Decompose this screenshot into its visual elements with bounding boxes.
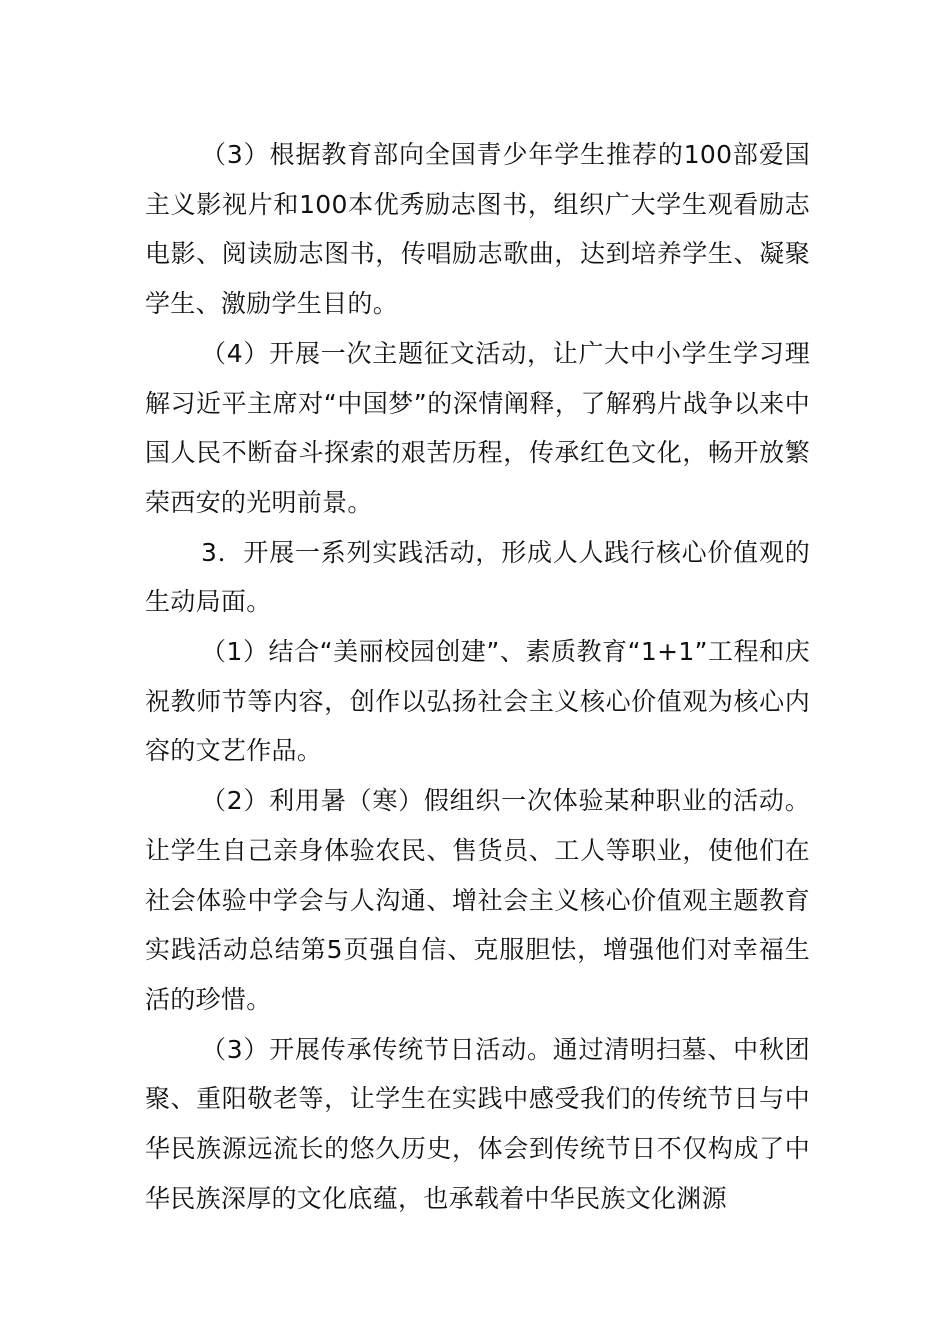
document-body — [145, 130, 810, 1223]
paragraph-item-3-films-books: （3）根据教育部向全国青少年学生推荐的100部爱国主义影视片和100本优秀励志图书，组织广大学生观看励志电影、阅读励志图书，传唱励志歌曲，达到培养学生、凝聚学生、激励学生目的。 — [145, 140, 810, 319]
paragraph-item-1-art-works: （1）结合“美丽校园创建”、素质教育“1+1”工程和庆祝教师节等内容，创作以弘扬社会主义核心价值观为核心内容的文艺作品。 — [145, 637, 810, 766]
paragraph-item-3-festivals: （3）开展传承传统节日活动。通过清明扫墓、中秋团聚、重阳敬老等，让学生在实践中感受我们的传统节日与中华民族源远流长的悠久历史，体会到传统节日不仅构成了中华民族深厚的文化底蕴，也承载着中华民族文化渊源 — [145, 1034, 810, 1213]
paragraph-item-4-essay: （4）开展一次主题征文活动，让广大中小学生学习理解习近平主席对“中国梦”的深情阐释，了解鸦片战争以来中国人民不断奋斗探索的艰苦历程，传承红色文化，畅开放繁荣西安的光明前景。 — [145, 338, 810, 517]
paragraph-item-2-vacation: （2）利用暑（寒）假组织一次体验某种职业的活动。让学生自己亲身体验农民、售货员、工人等职业，使他们在社会体验中学会与人沟通、增社会主义核心价值观主题教育实践活动总结第5页强自信、克服胆怯，增强他们对幸福生活的珍惜。 — [145, 786, 810, 1014]
paragraph-section-3-practice: 3．开展一系列实践活动，形成人人践行核心价值观的生动局面。 — [145, 537, 810, 617]
